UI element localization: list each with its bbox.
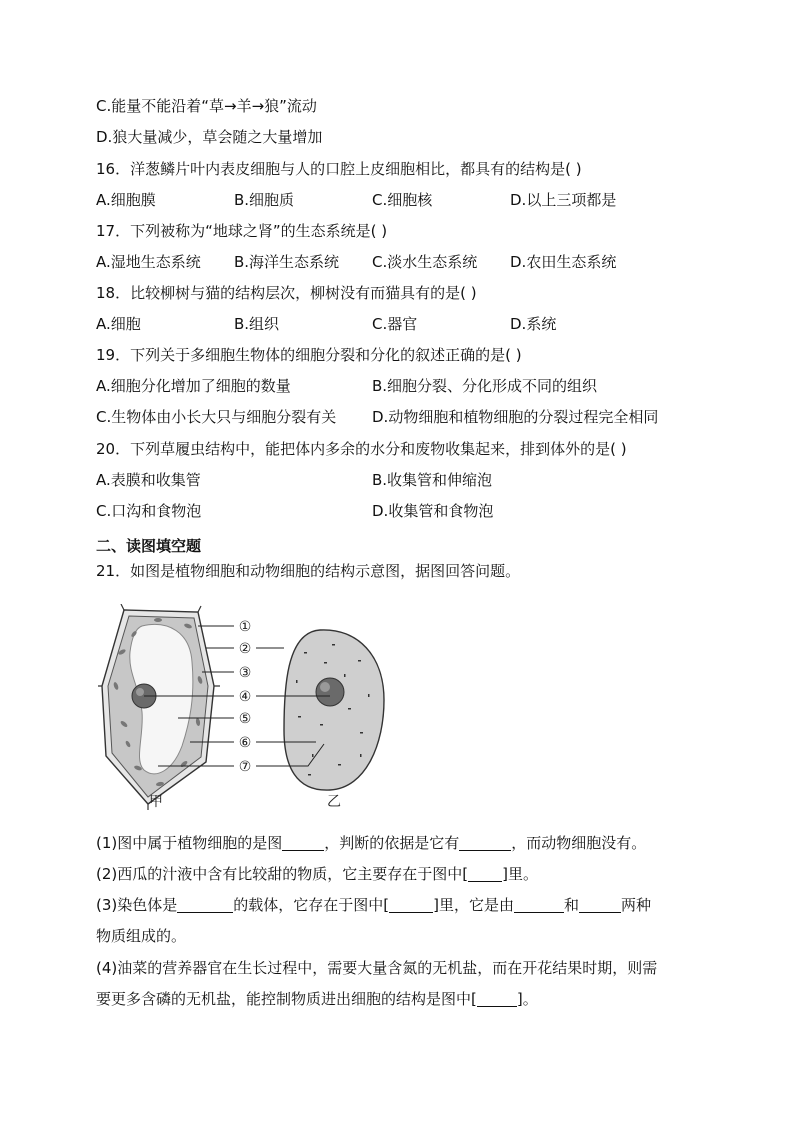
section-heading-diagram: 二、读图填空题 (96, 537, 202, 555)
subq2-text-a: (2)西瓜的汁液中含有比较甜的物质，它主要存在于图中[ (96, 865, 469, 883)
subquestion-3 (96, 895, 651, 915)
subquestion-1 (96, 833, 646, 853)
subq4-text-c: ]。 (516, 990, 538, 1008)
structure-markers (239, 619, 252, 775)
question-19: 19．下列关于多细胞生物体的细胞分裂和分化的叙述正确的是( ) (96, 346, 522, 364)
q18-option-d: D.系统 (510, 315, 557, 333)
q20-option-c: C.口沟和食物泡 (96, 502, 202, 520)
blank-3c[interactable] (514, 896, 564, 913)
marker-3: ③ (238, 665, 252, 681)
marker-4: ④ (238, 689, 252, 705)
subq3-text-b: 的载体，它存在于图中[ (233, 896, 390, 914)
question-18: 18．比较柳树与猫的结构层次，柳树没有而猫具有的是( ) (96, 284, 477, 302)
question-21: 21．如图是植物细胞和动物细胞的结构示意图，据图回答问题。 (96, 562, 521, 580)
option-c-energy-flow: C.能量不能沿着“草→羊→狼”流动 (96, 97, 317, 115)
q17-option-a: A.湿地生态系统 (96, 253, 201, 271)
q20-option-a: A.表膜和收集管 (96, 471, 201, 489)
q18-option-c: C.器官 (372, 315, 418, 333)
q19-option-c: C.生物体由小长大只与细胞分裂有关 (96, 408, 337, 426)
animal-nucleolus (320, 682, 330, 692)
option-d-wolf-decrease: D.狼大量减少，草会随之大量增加 (96, 128, 323, 146)
subq3-text-d: 和 (563, 896, 579, 914)
subq1-text-b: ，判断的依据是它有 (324, 834, 460, 852)
question-16: 16．洋葱鳞片叶内表皮细胞与人的口腔上皮细胞相比，都具有的结构是( ) (96, 160, 582, 178)
animal-nucleus (316, 678, 344, 706)
q19-option-a: A.细胞分化增加了细胞的数量 (96, 377, 291, 395)
subquestion-2 (96, 864, 538, 884)
plant-cell (98, 604, 220, 810)
q16-option-c: C.细胞核 (372, 191, 433, 209)
marker-7: ⑦ (238, 759, 252, 775)
label-animal-cell: 乙 (327, 794, 341, 810)
label-plant-cell: 甲 (149, 794, 163, 810)
cell-structure-diagram (98, 604, 398, 814)
blank-1b[interactable] (459, 834, 511, 851)
subq3-text-a: (3)染色体是 (96, 896, 178, 914)
subq1-text-c: ，而动物细胞没有。 (511, 834, 647, 852)
q19-option-d: D.动物细胞和植物细胞的分裂过程完全相同 (372, 408, 659, 426)
q20-option-d: D.收集管和食物泡 (372, 502, 494, 520)
subquestion-3-cont: 物质组成的。 (96, 927, 187, 945)
blank-4[interactable] (477, 990, 517, 1007)
subquestion-4-cont (96, 989, 538, 1009)
subq3-text-e: 两种 (620, 896, 651, 914)
subq1-text-a: (1)图中属于植物细胞的是图 (96, 834, 283, 852)
blank-3a[interactable] (177, 896, 233, 913)
plant-nucleolus (136, 688, 144, 696)
q16-option-d: D.以上三项都是 (510, 191, 617, 209)
q18-option-a: A.细胞 (96, 315, 141, 333)
marker-6: ⑥ (238, 735, 252, 751)
subq3-text-c: ]里，它是由 (433, 896, 514, 914)
marker-5: ⑤ (238, 711, 252, 727)
q17-option-c: C.淡水生态系统 (372, 253, 478, 271)
subquestion-4: (4)油菜的营养器官在生长过程中，需要大量含氮的无机盐，而在开花结果时期，则需 (96, 959, 658, 977)
q17-option-b: B.海洋生态系统 (234, 253, 340, 271)
q17-option-d: D.农田生态系统 (510, 253, 617, 271)
q20-option-b: B.收集管和伸缩泡 (372, 471, 493, 489)
marker-1: ① (238, 619, 252, 635)
q18-option-b: B.组织 (234, 315, 280, 333)
q19-option-b: B.细胞分裂、分化形成不同的组织 (372, 377, 598, 395)
subq4-text-b: 要更多含磷的无机盐，能控制物质进出细胞的结构是图中[ (96, 990, 477, 1008)
blank-3b[interactable] (389, 896, 433, 913)
blank-3d[interactable] (579, 896, 621, 913)
q16-option-a: A.细胞膜 (96, 191, 156, 209)
q16-option-b: B.细胞质 (234, 191, 295, 209)
blank-2[interactable] (468, 865, 502, 882)
question-20: 20．下列草履虫结构中，能把体内多余的水分和废物收集起来，排到体外的是( ) (96, 440, 627, 458)
marker-2: ② (238, 641, 252, 657)
blank-1a[interactable] (282, 834, 324, 851)
question-17: 17．下列被称为“地球之肾”的生态系统是( ) (96, 222, 388, 240)
subq2-text-b: ]里。 (502, 865, 538, 883)
